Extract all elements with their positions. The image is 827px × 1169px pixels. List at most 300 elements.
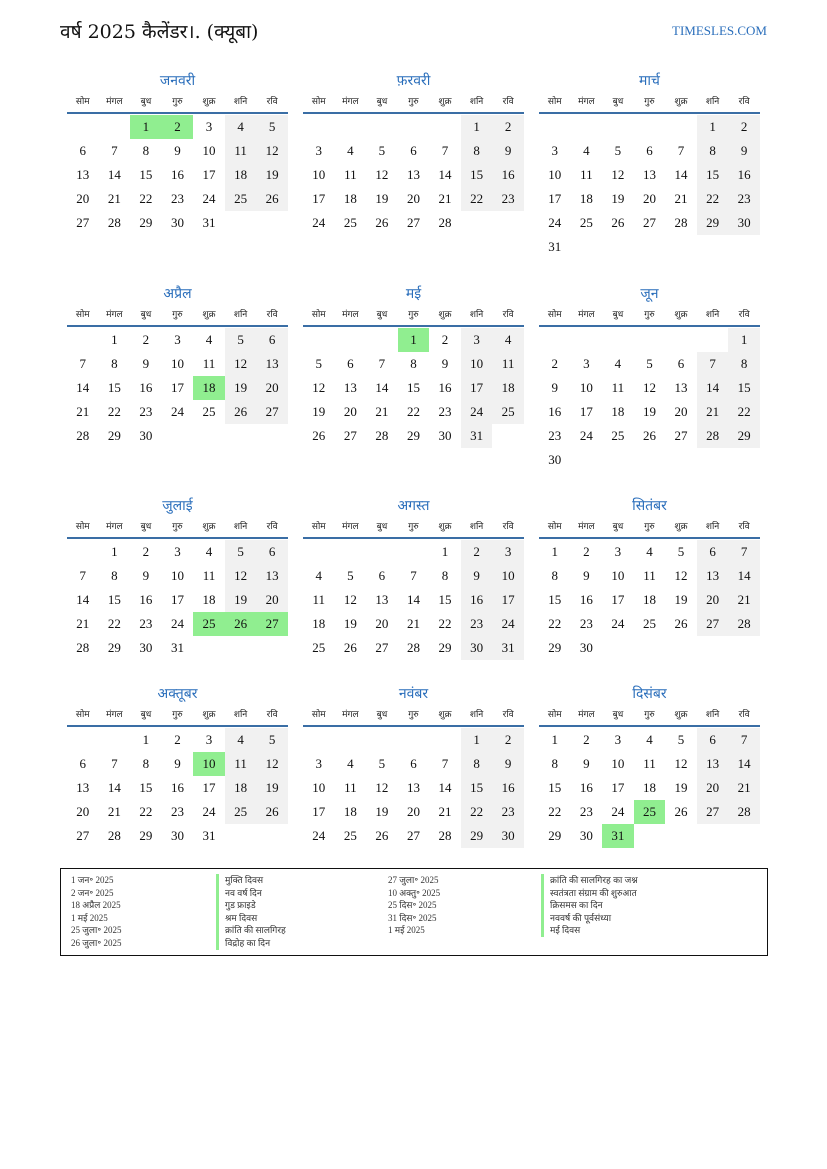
weekday-label: बुध [612,310,624,320]
day-cell: 8 [728,352,760,376]
day-cell: 10 [461,352,493,376]
day-cell: 3 [461,328,493,352]
weekday-label: शुक्र [674,522,688,532]
month-name: जून [640,286,659,302]
day-cell: 7 [410,568,417,583]
day-cell: 31 [170,640,184,655]
day-cell: 27 [406,828,420,843]
day-cell: 15 [548,592,562,607]
day-cell: 13 [76,167,90,182]
weekday-label: रवि [266,522,278,532]
day-cell: 2 [142,332,150,347]
day-cell: 29 [107,640,121,655]
day-cell: 23 [492,187,524,211]
day-cell: 21 [107,191,121,206]
weekday-label: सोम [75,310,90,320]
day-cell: 20 [406,804,420,819]
holiday-names-col-2 [541,874,638,937]
holiday-date: 25 दिस॰ 2025 [388,900,437,911]
day-cell: 20 [406,191,420,206]
day-cell: 21 [375,404,389,419]
day-cell: 13 [375,592,389,607]
weekday-label: शुक्र [438,97,452,107]
day-cell: 19 [674,592,688,607]
day-cell: 20 [343,404,357,419]
day-cell: 9 [142,356,150,371]
day-cell: 10 [170,356,184,371]
day-cell: 3 [614,544,622,559]
weekday-label: मंगल [342,97,359,107]
day-cell: 29 [107,428,121,443]
day-cell: 26 [312,428,326,443]
day-cell: 22 [139,191,153,206]
holiday-date: 26 जुला॰ 2025 [71,937,122,948]
day-cell: 9 [174,756,181,771]
day-cell: 23 [548,428,562,443]
weekday-label: गुरु [172,310,183,320]
day-cell: 2 [583,544,590,559]
day-cell: 2 [441,332,449,347]
day-cell: 20 [76,191,90,206]
day-cell: 27 [76,215,90,230]
day-cell: 24 [170,616,184,631]
day-cell: 19 [256,163,288,187]
day-cell: 8 [410,356,417,371]
day-cell: 28 [406,640,420,655]
weekday-label: शनि [233,97,248,107]
day-cell: 14 [438,167,452,182]
day-cell: 23 [579,804,593,819]
day-cell: 16 [170,167,184,182]
holiday-date: 2 जन॰ 2025 [71,887,114,898]
empty-cell [602,328,634,352]
holiday-date: 10 अक्तु॰ 2025 [388,887,441,898]
day-cell: 9 [174,143,181,158]
day-cell: 21 [107,804,121,819]
day-cell: 23 [461,612,493,636]
empty-cell [366,115,398,139]
day-cell: 12 [674,568,688,583]
day-cell: 29 [728,424,760,448]
day-cell: 3 [492,540,524,564]
weekday-label: गुरु [644,522,655,532]
day-cell: 8 [441,568,449,583]
day-cell: 26 [674,804,688,819]
day-cell: 11 [312,592,326,607]
day-cell: 3 [315,756,323,771]
day-cell: 11 [202,568,216,583]
month-name: दिसंबर [632,686,667,702]
day-cell: 14 [728,752,760,776]
day-cell: 13 [256,352,288,376]
day-cell: 24 [579,428,593,443]
weekday-header [303,92,524,114]
day-cell: 3 [315,143,323,158]
day-cell: 12 [312,380,326,395]
empty-cell [366,728,398,752]
weekday-header [539,92,760,114]
empty-cell [303,540,335,564]
weekday-label: रवि [502,522,514,532]
day-cell: 15 [697,163,729,187]
month-block [303,495,524,660]
day-cell: 9 [583,568,590,583]
day-cell: 27 [697,800,729,824]
holiday-name: मुक्ति दिवस [216,874,286,887]
day-grid [303,115,524,235]
empty-cell [398,540,430,564]
weekday-label: सोम [311,97,326,107]
weekday-label: गुरु [408,97,419,107]
weekday-label: मंगल [578,97,595,107]
day-cell: 7 [441,143,449,158]
weekday-label: मंगल [106,710,123,720]
day-cell: 25 [312,640,326,655]
empty-cell [99,728,131,752]
month-block [539,70,760,259]
day-cell: 30 [492,824,524,848]
day-cell: 15 [438,592,452,607]
weekday-label: गुरु [644,310,655,320]
weekday-header [67,517,288,539]
day-cell: 20 [697,776,729,800]
day-cell: 21 [438,191,452,206]
weekday-header [539,305,760,327]
day-cell: 6 [256,540,288,564]
day-cell: 13 [642,167,656,182]
day-cell: 14 [697,376,729,400]
day-cell: 17 [611,592,625,607]
holiday-day-cell: 25 [193,612,225,636]
weekday-label: शनि [705,97,720,107]
day-cell: 7 [697,352,729,376]
day-cell: 30 [728,211,760,235]
day-cell: 11 [344,780,357,795]
day-cell: 18 [642,592,656,607]
weekday-label: रवि [266,310,278,320]
weekday-label: बुध [376,522,388,532]
day-cell: 23 [170,804,184,819]
empty-cell [539,115,571,139]
day-cell: 26 [375,215,389,230]
day-cell: 4 [315,568,323,583]
day-cell: 4 [205,544,213,559]
day-cell: 3 [551,143,559,158]
day-cell: 11 [225,139,257,163]
day-cell: 17 [461,376,493,400]
month-name: जनवरी [159,73,196,89]
day-cell: 5 [347,568,354,583]
month-block [67,283,288,448]
holiday-day-cell: 1 [398,328,430,352]
day-cell: 24 [611,804,625,819]
holiday-name: क्रांति की सालगिरह [216,924,286,937]
weekday-label: शनि [233,522,248,532]
day-cell: 4 [225,728,257,752]
day-cell: 2 [551,356,559,371]
weekday-label: शुक्र [674,97,688,107]
day-cell: 26 [642,428,656,443]
day-cell: 24 [170,404,184,419]
day-cell: 15 [107,380,121,395]
day-cell: 6 [697,540,729,564]
day-cell: 7 [677,143,685,158]
day-cell: 26 [256,800,288,824]
day-cell: 8 [111,356,118,371]
day-cell: 19 [343,616,357,631]
weekday-label: मंगल [578,710,595,720]
day-cell: 25 [343,215,357,230]
day-cell: 27 [406,215,420,230]
day-cell: 31 [461,424,493,448]
holiday-date: 31 दिस॰ 2025 [388,912,437,923]
weekday-label: शुक्र [202,522,216,532]
day-cell: 11 [492,352,524,376]
weekday-label: गुरु [408,310,419,320]
day-cell: 25 [579,215,593,230]
weekday-label: मंगल [106,310,123,320]
day-cell: 15 [728,376,760,400]
weekday-label: शुक्र [438,310,452,320]
day-cell: 28 [697,424,729,448]
day-cell: 5 [315,356,323,371]
day-grid [67,728,288,848]
day-cell: 10 [312,780,326,795]
day-cell: 23 [170,191,184,206]
page-title: वर्ष 2025 कैलेंडर।. (क्यूबा) [60,21,259,43]
day-grid [67,540,288,660]
holiday-names-col-1 [216,874,286,950]
day-cell: 13 [406,167,420,182]
day-grid [67,115,288,235]
day-cell: 28 [728,800,760,824]
day-cell: 25 [611,428,625,443]
day-cell: 4 [347,143,354,158]
weekday-label: बुध [140,710,152,720]
day-cell: 5 [256,115,288,139]
month-name: मई [405,286,422,302]
weekday-label: शुक्र [438,522,452,532]
empty-cell [398,115,430,139]
day-cell: 13 [697,752,729,776]
day-grid [303,540,524,660]
weekday-label: बुध [376,97,388,107]
day-cell: 6 [410,756,417,771]
weekday-label: रवि [266,97,278,107]
day-cell: 28 [728,612,760,636]
empty-cell [67,115,99,139]
month-name: नवंबर [398,686,429,702]
holiday-name: क्रिसमस का दिन [541,899,638,912]
empty-cell [539,328,571,352]
day-cell: 23 [728,187,760,211]
day-cell: 26 [674,616,688,631]
day-cell: 24 [492,612,524,636]
day-cell: 17 [202,167,216,182]
day-cell: 19 [256,776,288,800]
day-cell: 11 [202,356,216,371]
day-cell: 9 [142,568,150,583]
month-name: जुलाई [162,498,193,514]
day-cell: 27 [343,428,357,443]
weekday-label: रवि [502,97,514,107]
day-cell: 3 [205,119,213,134]
weekday-label: रवि [738,710,750,720]
weekday-label: रवि [502,710,514,720]
day-cell: 21 [76,616,90,631]
weekday-label: शनि [469,97,484,107]
empty-cell [335,115,367,139]
day-cell: 24 [312,828,326,843]
empty-cell [429,115,461,139]
day-cell: 3 [205,732,213,747]
day-cell: 13 [256,564,288,588]
day-cell: 31 [492,636,524,660]
day-cell: 5 [646,356,653,371]
day-cell: 7 [378,356,386,371]
day-cell: 13 [697,564,729,588]
day-cell: 8 [111,568,118,583]
weekday-label: बुध [376,310,388,320]
empty-cell [602,115,634,139]
day-cell: 19 [312,404,326,419]
day-cell: 17 [170,592,184,607]
day-cell: 8 [461,752,493,776]
day-cell: 13 [76,780,90,795]
day-cell: 24 [611,616,625,631]
weekday-label: सोम [311,310,326,320]
weekday-header [67,705,288,727]
holiday-date: 18 अप्रैल 2025 [71,900,121,911]
day-cell: 10 [492,564,524,588]
day-cell: 19 [642,404,656,419]
empty-cell [67,728,99,752]
day-cell: 9 [441,356,449,371]
holiday-dates-col-1 [71,874,121,950]
day-cell: 4 [646,544,653,559]
holiday-name: श्रम दिवस [216,912,286,925]
weekday-label: मंगल [342,522,359,532]
weekday-label: शनि [705,522,720,532]
day-grid [539,115,760,259]
day-cell: 6 [646,143,653,158]
day-cell: 23 [438,404,452,419]
day-cell: 28 [76,640,90,655]
day-cell: 14 [728,564,760,588]
day-cell: 24 [202,191,216,206]
day-cell: 8 [551,756,559,771]
day-cell: 17 [548,191,562,206]
weekday-header [67,305,288,327]
day-cell: 22 [107,404,121,419]
day-cell: 30 [438,428,452,443]
day-cell: 24 [461,400,493,424]
day-cell: 10 [312,167,326,182]
day-cell: 22 [139,804,153,819]
weekday-label: रवि [738,522,750,532]
day-cell: 25 [225,800,257,824]
day-cell: 20 [375,616,389,631]
day-grid [303,728,524,848]
empty-cell [398,728,430,752]
day-cell: 21 [406,616,420,631]
site-name[interactable]: TIMESLES.COM [672,23,767,38]
day-cell: 22 [697,187,729,211]
holiday-list [60,868,768,956]
day-grid [67,328,288,448]
day-cell: 15 [107,592,121,607]
day-cell: 13 [406,780,420,795]
day-cell: 2 [492,728,524,752]
day-cell: 1 [728,328,760,352]
day-cell: 18 [343,191,357,206]
weekday-label: मंगल [342,710,359,720]
day-cell: 10 [202,143,216,158]
empty-cell [67,540,99,564]
day-cell: 29 [139,828,153,843]
day-cell: 30 [461,636,493,660]
day-cell: 9 [492,139,524,163]
day-cell: 12 [256,139,288,163]
weekday-label: शनि [233,310,248,320]
day-cell: 1 [142,732,150,747]
holiday-name: नववर्ष की पूर्वसंध्या [541,912,638,925]
day-cell: 16 [438,380,452,395]
day-cell: 31 [548,239,562,254]
day-cell: 24 [202,804,216,819]
day-cell: 4 [347,756,354,771]
month-name: अप्रैल [163,286,192,302]
weekday-label: गुरु [644,97,655,107]
holiday-day-cell: 25 [634,800,666,824]
day-cell: 16 [139,380,153,395]
empty-cell [303,328,335,352]
day-cell: 12 [256,752,288,776]
day-cell: 14 [406,592,420,607]
day-cell: 27 [642,215,656,230]
day-cell: 1 [551,732,559,747]
day-cell: 27 [697,612,729,636]
holiday-day-cell: 26 [225,612,257,636]
month-name: अगस्त [397,498,430,514]
day-cell: 16 [728,163,760,187]
month-block [303,283,524,448]
day-cell: 29 [438,640,452,655]
day-cell: 9 [492,752,524,776]
day-cell: 1 [461,115,493,139]
weekday-label: शनि [705,310,720,320]
day-cell: 16 [492,776,524,800]
day-cell: 21 [728,776,760,800]
empty-cell [99,115,131,139]
day-cell: 6 [79,143,87,158]
day-cell: 11 [611,380,625,395]
day-cell: 7 [111,756,118,771]
day-cell: 25 [202,404,216,419]
day-cell: 18 [642,780,656,795]
holiday-day-cell: 18 [193,376,225,400]
day-cell: 1 [441,544,449,559]
day-cell: 12 [375,167,389,182]
day-cell: 26 [256,187,288,211]
weekday-label: शनि [233,710,248,720]
weekday-label: शनि [469,310,484,320]
day-cell: 14 [438,780,452,795]
weekday-header [303,517,524,539]
day-cell: 5 [256,728,288,752]
holiday-date: 1 जन॰ 2025 [71,875,114,885]
day-cell: 20 [76,804,90,819]
